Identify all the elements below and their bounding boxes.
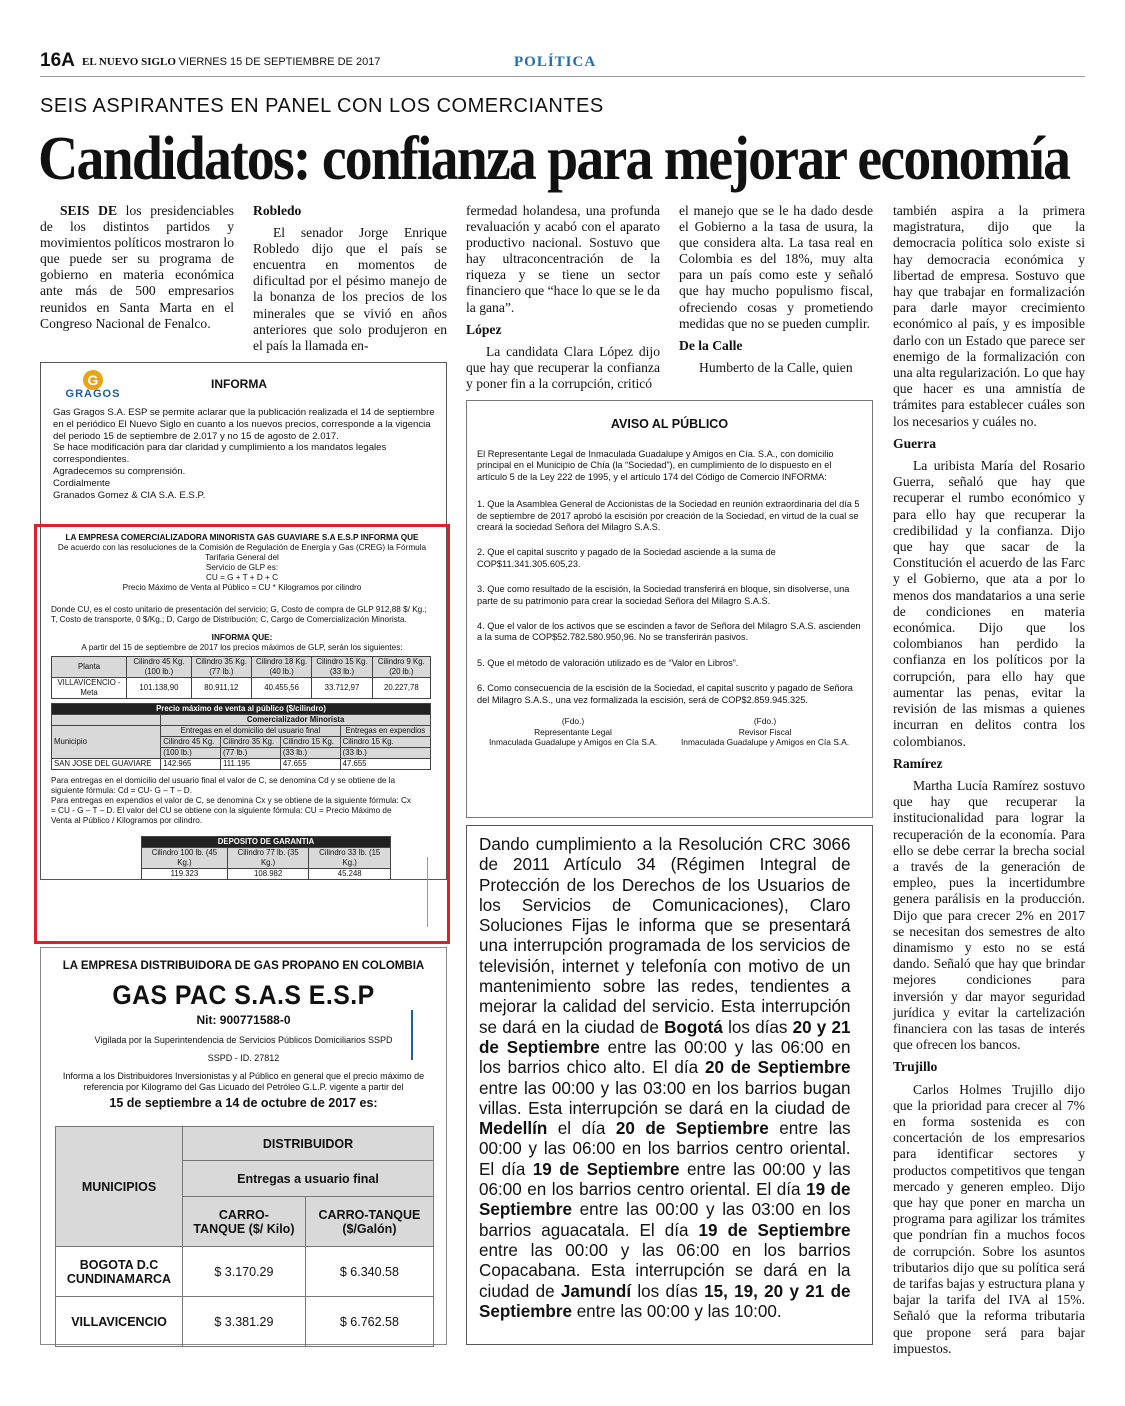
gragos-p1: Gas Gragos S.A. ESP se permite aclarar que la publicación realizada el 14 de septiembre en el periódico El Nuevo Siglo en cuanto a los nuevos precios, corresponde a la vigencia del periodo 15 de septiembre de 2.017 y no 15 de agosto de 2.017. bbox=[53, 407, 435, 442]
col1-text: los presidenciables de los distintos partidos y movimientos políticos mostraron lo que puede ser su programa de gobierno en materia económica ante más de 500 empresarios reunidos en Santa Marta en el Congreso Nacional de Fenalco. bbox=[40, 203, 234, 331]
t2-r1: 142.965 bbox=[161, 759, 221, 770]
claro-t3: entre las 00:00 y las 06:00 en los barrios chico alto. El día bbox=[479, 1036, 851, 1078]
guaviare-note-1: Para entregas en el domicilio del usuario final el valor de C, se denomina Cd y se obtiene de la siguiente fórmula: Cd = CU- G – T – D. bbox=[51, 776, 396, 795]
col3-text-a: fermedad holandesa, una profunda revaluación y acabó con el aparato productivo nacional. Sostuvo que hay ultraconcentración de la riqueza y se tiene un sector financiero que “hace lo que se le da la gana”. bbox=[466, 203, 660, 315]
aviso-item-5: 5. Que el método de valoración utilizado es de “Valor en Libros”. bbox=[477, 657, 739, 668]
claro-t4: entre las 00:00 y las 03:00 en los barrios bugan villas. Esta interrupción se dará en la ciudad de bbox=[479, 1077, 851, 1118]
gaspac-vigilada: Vigilada por la Superintendencia de Servicios Públicos Domiciliarios SSPD bbox=[94, 1035, 393, 1045]
aviso-signature-2 bbox=[669, 716, 861, 747]
t2-d0: (100 lb.) bbox=[161, 748, 221, 759]
aviso-signature-1 bbox=[477, 716, 669, 747]
aviso-item-2: 2. Que el capital suscrito y pagado de la Sociedad asciende a la suma de COP$11.341.305.605,23. bbox=[477, 547, 776, 569]
col5-text-b: La uribista María del Rosario Guerra, señaló que hay que recuperar el rumbo económico y para ello hay que recuperar la credibilidad y la confianza. Dijo que hay que sacar de la Constitución el acuerdo de las Farc y el Gobierno, que ata a por lo menos dos mandatarios a una serie de condiciones en materia económica. Dijo que los colombianos han perdido la confianza en los políticos por la corrupción, para ello hay que aumentar las penas, evitar la revisión de las mismas a quienes incurran en delitos contra los colombianos. bbox=[893, 458, 1085, 749]
guaviare-l5: Precio Máximo de Venta al Público = CU * Kilogramos por cilindro bbox=[122, 583, 362, 592]
t1-h2: Cilindro 35 Kg. (77 lb.) bbox=[191, 657, 251, 678]
t2-expendios: Entregas en expendios bbox=[340, 726, 430, 737]
sig1-role: Representante Legal bbox=[534, 726, 612, 737]
claro-b8: 19 de Septiembre bbox=[698, 1219, 851, 1240]
sig2-role: Revisor Fiscal bbox=[738, 726, 792, 737]
gaspac-row-1-galon: $ 6.340.58 bbox=[305, 1247, 433, 1297]
t1-r4: 33.712,97 bbox=[312, 678, 372, 699]
t2-c0: Cilindro 45 Kg. bbox=[161, 737, 221, 748]
guaviare-title: LA EMPRESA COMERCIALIZADORA MINORISTA GAS GUAVIARE S.A E.S.P INFORMA QUE bbox=[65, 533, 419, 542]
claro-b10: 15, 19, 20 y 21 de Septiembre bbox=[479, 1280, 851, 1321]
claro-b4: Medellín bbox=[479, 1118, 548, 1139]
gaspac-h-distribuidor: DISTRIBUIDOR bbox=[183, 1127, 434, 1161]
claro-t10: los días bbox=[631, 1280, 705, 1301]
sig1-company: Inmaculada Guadalupe y Amigos en Cía S.A. bbox=[488, 736, 658, 747]
gaspac-row-2-galon: $ 6.762.58 bbox=[305, 1297, 433, 1347]
claro-t9: entre las 00:00 y las 06:00 en los barrios Copacabana. Esta interrupción se dará en la ciudad de bbox=[479, 1239, 851, 1301]
gaspac-info: Informa a los Distribuidores Inversionistas y al Público en general que el precio máximo de referencia por Kilogramo del Gas Licuado del Petróleo G.L.P. vigente a partir del bbox=[62, 1071, 425, 1092]
gaspac-top: LA EMPRESA DISTRIBUIDORA DE GAS PROPANO EN COLOMBIA bbox=[62, 960, 425, 972]
dep-c2: Cilindro 33 lb. (15 Kg.) bbox=[309, 848, 391, 869]
t2-c1: Cilindro 35 Kg. bbox=[221, 737, 281, 748]
t1-h1: Cilindro 45 Kg. (100 lb.) bbox=[127, 657, 192, 678]
gaspac-row-2-municipio: VILLAVICENCIO bbox=[56, 1297, 183, 1347]
t2-title: Precio máximo de venta al público ($/cilindro) bbox=[52, 704, 431, 715]
dep-v0: 119.323 bbox=[142, 869, 228, 880]
t1-r1: 101.138,90 bbox=[127, 678, 192, 699]
subhead-delacalle: De la Calle bbox=[679, 337, 743, 353]
claro-b3: 20 de Septiembre bbox=[704, 1057, 851, 1078]
gragos-p4: Cordialmente bbox=[53, 477, 111, 489]
article-headline: Candidatos: confianza para mejorar economía bbox=[38, 125, 1070, 193]
article-column-2 bbox=[253, 203, 447, 354]
article-column-3 bbox=[466, 203, 660, 392]
gragos-p3: Agradecemos su comprensión. bbox=[53, 465, 186, 477]
subhead-lopez: López bbox=[466, 321, 502, 337]
gaspac-row-2-kilo: $ 3.381.29 bbox=[183, 1297, 306, 1347]
gaspac-ad bbox=[40, 947, 447, 1345]
t1-h3: Cilindro 18 Kg. (40 lb.) bbox=[251, 657, 311, 678]
guaviare-l3: Servicio de GLP es: bbox=[205, 563, 279, 572]
gragos-p2: Se hace modificación para dar claridad y cumplimiento a los mandatos legales correspondientes. bbox=[53, 442, 387, 466]
subhead-ramirez: Ramírez bbox=[893, 755, 943, 771]
claro-notice bbox=[479, 834, 851, 1321]
t1-h0: Planta bbox=[52, 657, 127, 678]
t2-r3: 47.655 bbox=[280, 759, 340, 770]
t1-h5: Cilindro 9 Kg. (20 lb.) bbox=[372, 657, 430, 678]
article-column-1 bbox=[40, 203, 234, 332]
guaviare-formula: CU = G + T + D + C bbox=[205, 573, 279, 582]
t2-r0: SAN JOSE DEL GUAVIARE bbox=[52, 759, 161, 770]
superservicios-logo-icon bbox=[411, 1010, 427, 1060]
col4-text-a: el manejo que se le ha dado desde el Gobierno a la tasa de usura, la que considera alta. La tasa real en Colombia es del 18%, muy alta para un país como este y señaló que hay mucho populismo fiscal, ofreciendo cosas y prometiendo medidas que no se pueden cumplir. bbox=[679, 203, 873, 331]
t2-d3: (33 lb.) bbox=[340, 748, 430, 759]
gaspac-h-kilo: CARRO-TANQUE ($/ Kilo) bbox=[183, 1197, 306, 1247]
gaspac-period: 15 de septiembre a 14 de octubre de 2017 es: bbox=[109, 1096, 378, 1110]
gaspac-name: GAS PAC S.A.S E.S.P bbox=[112, 980, 375, 1010]
lead-words: SEIS DE bbox=[60, 203, 118, 218]
t2-r2: 111.195 bbox=[221, 759, 281, 770]
guaviare-desde: A partir del 15 de septiembre de 2017 los precios máximos de GLP, serán los siguientes: bbox=[81, 643, 403, 652]
t2-municipio: Municipio bbox=[52, 726, 161, 759]
page-number: 16A bbox=[40, 50, 75, 71]
t2-r4: 47.655 bbox=[340, 759, 430, 770]
guaviare-l1: De acuerdo con las resoluciones de la Comisión de Regulación de Energía y Gas (CREG) la Fórmula bbox=[57, 543, 427, 552]
dep-c0: Cilindro 100 lb. (45 Kg.) bbox=[142, 848, 228, 869]
aviso-intro: El Representante Legal de Inmaculada Guadalupe y Amigos en Cía. S.A., con domicilio principal en el Municipio de Chía (la “Sociedad”), en cumplimiento de lo dispuesto en el artículo 5 de la Ley 222 de 1995, y el artículo 174 del Código de Comercio INFORMA: bbox=[477, 449, 834, 482]
t1-r3: 40.455,56 bbox=[251, 678, 311, 699]
gaspac-sspd: SSPD - ID. 27812 bbox=[207, 1053, 280, 1063]
aviso-ad bbox=[466, 400, 873, 818]
dep-v2: 45.248 bbox=[309, 869, 391, 880]
t1-r2: 80.911,12 bbox=[191, 678, 251, 699]
col5-text-d: Carlos Holmes Trujillo dijo que la prioridad para crecer al 7% en forma sostenida es con concertación de los empresarios para identificar sectores y productos competitivos que tengan mercado y generen empleo. Dijo que hay que poner en marcha un programa para agilizar los trámites que pondrían fin a muchos focos de corrupción. Sobre los asuntos tributarios dijo que su política será de tarifas bajas y estructura plana y bajar la tarifa del IVA al 15%. Señaló que la reforma tributaria que propone será para bajar impuestos. bbox=[893, 1081, 1085, 1356]
col5-text-a: también aspira a la primera magistratura, dijo que la democracia política solo existe si hay democracia económica y libertad de empresa. Sostuvo que hay que trabajar en formalización para darle mayor crecimiento económico al país, y es imposible darlo con un Estado que parece ser enemigo de la formalización con una alta regularización. Lo que hay que hacer es una amnistía de trámites para establecer cuáles son los necesarios y cuáles no. bbox=[893, 203, 1085, 429]
guaviare-ad bbox=[34, 524, 450, 944]
gaspac-table bbox=[55, 1126, 434, 1347]
subhead-guerra: Guerra bbox=[893, 435, 937, 451]
claro-b5: 20 de Septiembre bbox=[615, 1118, 769, 1139]
guaviare-def: Donde CU, es el costo unitario de presentación del servicio; G, Costo de compra de GLP 912,88 $/ Kg.; T, Costo de transporte, 0 $/Kg.; D, Cargo de Distribución; C, Cargo de Comercialización Minorista. bbox=[51, 605, 427, 624]
gaspac-row-1-municipio: BOGOTA D.C CUNDINAMARCA bbox=[56, 1247, 183, 1297]
gragos-title: INFORMA bbox=[211, 377, 267, 391]
issue-date: VIERNES 15 DE SEPTIEMBRE DE 2017 bbox=[178, 56, 381, 68]
article-kicker: SEIS ASPIRANTES EN PANEL CON LOS COMERCIANTES bbox=[40, 95, 604, 117]
t1-h4: Cilindro 15 Kg. (33 lb.) bbox=[312, 657, 372, 678]
aviso-title: AVISO AL PÚBLICO bbox=[610, 417, 729, 431]
aviso-item-1: 1. Que la Asamblea General de Accionistas de la Sociedad en reunión extraordinaria del día 5 de septiembre de 2017 aprobó la escisión por creación de la Sociedad, en virtud de la cual se creará la sociedad Señora del Milagro S.A.S. bbox=[477, 499, 860, 533]
claro-t8: entre las 00:00 y las 03:00 en los barrios aguacatala. El día bbox=[479, 1199, 851, 1240]
claro-b9: Jamundí bbox=[560, 1280, 632, 1301]
guaviare-informa: INFORMA QUE: bbox=[211, 633, 273, 642]
gaspac-h-municipios: MUNICIPIOS bbox=[56, 1127, 183, 1247]
t2-d2: (33 lb.) bbox=[280, 748, 340, 759]
claro-t11: entre las 00:00 y las 10:00. bbox=[571, 1300, 782, 1321]
aviso-body bbox=[477, 449, 861, 747]
claro-t7: entre las 00:00 y las 06:00 en los barrios centro oriental. El día bbox=[479, 1158, 851, 1200]
aviso-item-6: 6. Como consecuencia de la escisión de la Sociedad, el capital suscrito y pagado de Señora del Milagro S.A.S., una vez formalizada la escisión, será de COP$2.859.945.325. bbox=[477, 683, 853, 705]
gragos-logo bbox=[53, 369, 133, 400]
claro-b6: 19 de Septiembre bbox=[532, 1158, 680, 1179]
guaviare-table-1 bbox=[51, 656, 431, 699]
article-column-5 bbox=[893, 203, 1085, 1357]
claro-b1: Bogotá bbox=[664, 1016, 723, 1037]
sig2-company: Inmaculada Guadalupe y Amigos en Cía S.A. bbox=[680, 736, 850, 747]
dep-v1: 108.982 bbox=[227, 869, 309, 880]
claro-t5: el día bbox=[547, 1118, 616, 1139]
t2-c2: Cilindro 15 Kg. bbox=[280, 737, 340, 748]
guaviare-l2: Tarifaria General del bbox=[205, 553, 279, 562]
gaspac-h-galon: CARRO-TANQUE ($/Galón) bbox=[305, 1197, 433, 1247]
svg-text:G: G bbox=[87, 372, 99, 388]
aviso-item-3: 3. Que como resultado de la escisión, la Sociedad transferirá en bloque, sin disolverse, una parte de su patrimonio para crear la sociedad Señora del Milagro S.A.S. bbox=[477, 584, 850, 606]
t2-d1: (77 lb.) bbox=[221, 748, 281, 759]
col4-text-b: Humberto de la Calle, quien bbox=[699, 359, 853, 375]
deposit-table bbox=[141, 836, 391, 880]
gaspac-row-1-kilo: $ 3.170.29 bbox=[183, 1247, 306, 1297]
guaviare-note-2: Para entregas en expendios el valor de C, se denomina Cx y se obtiene de la siguiente fórmula: Cx = CU - G – T – D. El valor del CU se obtiene con la siguiente fórmula: CU = Precio Máximo de Venta al Público / Kilogramos por cilindro. bbox=[51, 796, 412, 825]
gragos-p5: Granados Gomez & CIA S.A. E.S.P. bbox=[53, 489, 206, 501]
claro-t2: los días bbox=[722, 1016, 793, 1037]
claro-t1: Dando cumplimiento a la Resolución CRC 3066 de 2011 Artículo 34 (Régimen Integral de Protección de los Derechos de los Usuarios de los Servicios de Comunicaciones), Claro Soluciones Fijas le informa que se presentará una interrupción programada de los servicios de televisión, internet y telefonía con motivo de un mantenimiento sobre las redes, tendientes a mejorar la calidad del servicio. Esta interrupción se dará en la ciudad de bbox=[479, 834, 851, 1037]
col2-text: El senador Jorge Enrique Robledo dijo que el país se encuentra en momentos de dificultad por el pésimo manejo de la bonanza de los precios de los minerales que se vivió en años anteriores que solo produjeron en el país la llamada en- bbox=[253, 225, 447, 353]
section-title: POLÍTICA bbox=[514, 54, 597, 70]
gaspac-nit: Nit: 900771588-0 bbox=[196, 1013, 291, 1027]
deposit-title: DEPOSITO DE GARANTIA bbox=[142, 837, 391, 848]
paper-name: EL NUEVO SIGLO bbox=[82, 56, 176, 68]
header-publication bbox=[82, 56, 380, 68]
sspd-mark-icon bbox=[427, 857, 442, 927]
t2-domicilio: Entregas en el domicilio del usuario final bbox=[161, 726, 340, 737]
subhead-robledo: Robledo bbox=[253, 203, 302, 218]
col5-text-c: Martha Lucía Ramírez sostuvo que hay que recuperar la institucionalidad para lograr la recuperación de la economía. Para ello se debe cerrar la brecha social a través de la generación de empleo, pues la incertidumbre genera parálisis en la producción. Dijo que para crecer 2% en 2017 se necesitan dos semestres de alto dinamismo y esto no se está dando. Señaló que hay que brindar mejores condiciones para inversión y dar mayor seguridad jurídica y evitar la cartelización financiera con las tasas de interés que ofrecen los bancos. bbox=[893, 777, 1085, 1053]
gaspac-h-entregas: Entregas a usuario final bbox=[183, 1161, 434, 1197]
header-rule bbox=[40, 76, 1085, 77]
claro-t6: entre las 00:00 y las 06:00 en los barrios centro oriental. El día bbox=[479, 1118, 851, 1179]
t2-sub: Comercializador Minorista bbox=[161, 715, 431, 726]
t2-c3: Cilindro 15 Kg. bbox=[340, 737, 430, 748]
sig2-fdo: (Fdo.) bbox=[753, 716, 777, 727]
t1-r5: 20.227,78 bbox=[372, 678, 430, 699]
gragos-logo-text: GRAGOS bbox=[65, 388, 121, 400]
gragos-body bbox=[53, 407, 438, 501]
gaspac-table-wrap bbox=[55, 1126, 434, 1347]
t1-r0: VILLAVICENCIO - Meta bbox=[52, 678, 127, 699]
claro-b2: 20 y 21 de Septiembre bbox=[479, 1016, 851, 1057]
claro-b7: 19 de Septiembre bbox=[479, 1179, 851, 1220]
dep-c1: Cilindro 77 lb. (35 Kg.) bbox=[227, 848, 309, 869]
article-column-4 bbox=[679, 203, 873, 376]
col3-text-b: La candidata Clara López dijo que hay que recuperar la confianza y poner fin a la corrupción, criticó bbox=[466, 343, 660, 391]
subhead-trujillo: Trujillo bbox=[893, 1059, 938, 1075]
aviso-item-4: 4. Que el valor de los activos que se escinden a favor de Señora del Milagro S.A.S. ascienden a la suma de COP$52.782.580.950,96. No se transferirán pasivos. bbox=[477, 621, 861, 643]
claro-ad bbox=[466, 825, 873, 1345]
sig1-fdo: (Fdo.) bbox=[561, 716, 585, 727]
guaviare-table-2 bbox=[51, 703, 431, 770]
